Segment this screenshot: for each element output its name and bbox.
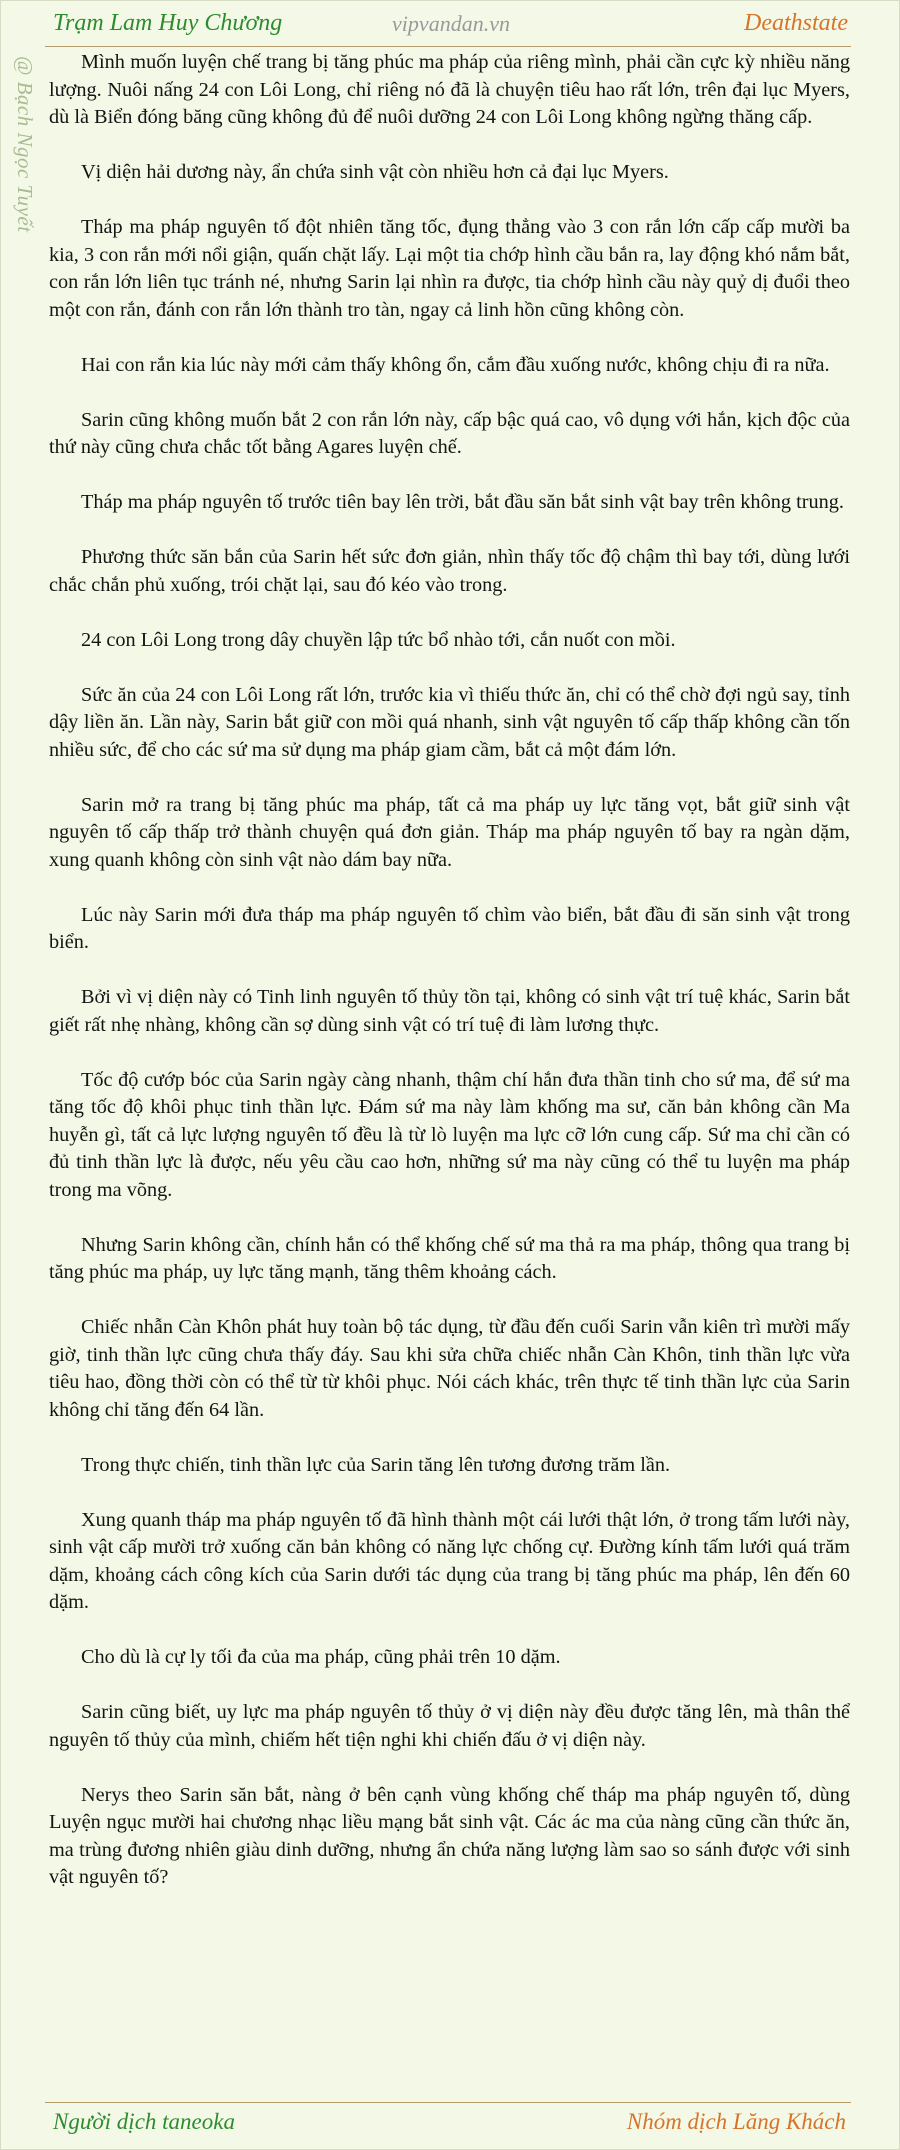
paragraph: Nhưng Sarin không cần, chính hắn có thể khống chế sứ ma thả ra ma pháp, thông qua trang bị tăng phúc ma pháp, uy lực tăng mạnh, tăng thêm khoảng cách. <box>49 1233 850 1283</box>
paragraph: Tốc độ cướp bóc của Sarin ngày càng nhanh, thậm chí hắn đưa thần tinh cho sứ ma, để sứ ma tăng tốc độ khôi phục tinh thần lực. Đám sứ ma này làm khống ma sư, căn bản không cần Ma huyễn gì, tất cả lực lượng nguyên tố đều là từ lò luyện ma lực cỡ lớn cung cấp. Sứ ma chỉ cần có đủ tinh thần lực là được, nếu yêu cầu cao hơn, những sứ ma này cũng có thể tu luyện ma pháp trong ma võng. <box>49 1068 850 1201</box>
footer-translator: Người dịch taneoka <box>53 2109 235 2134</box>
paragraph: Lúc này Sarin mới đưa tháp ma pháp nguyên tố chìm vào biển, bắt đầu đi săn sinh vật trong biển. <box>49 903 850 953</box>
header-site-name: Trạm Lam Huy Chương <box>53 10 283 36</box>
paragraph: Tháp ma pháp nguyên tố đột nhiên tăng tốc, đụng thẳng vào 3 con rắn lớn cấp cấp mười ba kia, 3 con rắn mới nổi giận, quấn chặt lấy. Lại một tia chớp hình cầu bắn ra, lay động khó nắm bắt, con rắn lớn liên tục tránh né, nhưng Sarin lại nhìn ra được, tia chớp hình cầu này quỷ dị đuổi theo một con rắn, đánh con rắn lớn thành tro tàn, ngay cả linh hồn cũng không còn. <box>49 216 850 321</box>
paragraph: Cho dù là cự ly tối đa của ma pháp, cũng phải trên 10 dặm. <box>81 1646 561 1668</box>
paragraph: Xung quanh tháp ma pháp nguyên tố đã hình thành một cái lưới thật lớn, ở trong tấm lưới này, sinh vật cấp mười trở xuống căn bản không có năng lực chống cự. Đường kính tấm lưới quá trăm dặm, khoảng cách công kích của Sarin dưới tác dụng của trang bị tăng phúc ma pháp, lên đến 60 dặm. <box>49 1508 850 1613</box>
footer-divider <box>45 2102 851 2103</box>
page-header <box>1 1 900 47</box>
paragraph: Vị diện hải dương này, ẩn chứa sinh vật còn nhiều hơn cả đại lục Myers. <box>81 161 669 183</box>
paragraph: Sarin cũng không muốn bắt 2 con rắn lớn này, cấp bậc quá cao, vô dụng với hắn, kịch độc của thứ này cũng chưa chắc tốt bằng Agares luyện chế. <box>49 408 850 458</box>
paragraph: Mình muốn luyện chế trang bị tăng phúc ma pháp của riêng mình, phải cần cực kỳ nhiều năng lượng. Nuôi nấng 24 con Lôi Long, chỉ riêng nó đã là chuyện tiêu hao rất lớn, trên đại lục Myers, dù là Biển đóng băng cũng không đủ để nuôi dưỡng 24 con Lôi Long không ngừng thăng cấp. <box>49 51 850 128</box>
side-watermark: @ Bạch Ngọc Tuyết <box>13 56 37 233</box>
paragraph: Sarin mở ra trang bị tăng phúc ma pháp, tất cả ma pháp uy lực tăng vọt, bắt giữ sinh vật nguyên tố cấp thấp trở thành chuyện quá đơn giản. Tháp ma pháp nguyên tố bay ra ngàn dặm, xung quanh không còn sinh vật nào dám bay nữa. <box>49 793 850 871</box>
footer-group: Nhóm dịch Lăng Khách <box>626 2109 846 2134</box>
paragraph: Sức ăn của 24 con Lôi Long rất lớn, trước kia vì thiếu thức ăn, chỉ có thể chờ đợi ngủ say, tỉnh dậy liền ăn. Lần này, Sarin bắt giữ con mồi quá nhanh, sinh vật nguyên tố cấp thấp không cần tốn nhiều sức, để cho các sứ ma sử dụng ma pháp giam cầm, bắt cả một đám lớn. <box>49 683 850 761</box>
paragraph: Nerys theo Sarin săn bắt, nàng ở bên cạnh vùng khống chế tháp ma pháp nguyên tố, dùng Luyện ngục mười hai chương nhạc liều mạng bắt sinh vật. Các ác ma của nàng cũng cần thức ăn, ma trùng đương nhiên giàu dinh dưỡng, nhưng ẩn chứa năng lượng làm sao so sánh được với sinh vật nguyên tố? <box>49 1783 850 1888</box>
header-divider <box>45 46 851 47</box>
paragraph: Chiếc nhẫn Càn Khôn phát huy toàn bộ tác dụng, từ đầu đến cuối Sarin vẫn kiên trì mười mấy giờ, tinh thần lực cũng chưa thấy đáy. Sau khi sửa chữa chiếc nhẫn Càn Khôn, tinh thần lực vừa tiêu hao, đồng thời còn có thể từ từ khôi phục. Nói cách khác, trên thực tế tinh thần lực của Sarin không chỉ tăng đến 64 lần. <box>49 1316 850 1421</box>
paragraph: 24 con Lôi Long trong dây chuyền lập tức bổ nhào tới, cắn nuốt con mồi. <box>81 628 676 651</box>
header-author: Deathstate <box>744 10 848 36</box>
paragraph: Trong thực chiến, tinh thần lực của Sarin tăng lên tương đương trăm lần. <box>81 1453 671 1476</box>
paragraph: Hai con rắn kia lúc này mới cảm thấy không ổn, cắm đầu xuống nước, không chịu đi ra nữa. <box>81 353 830 376</box>
paragraph: Bởi vì vị diện này có Tinh linh nguyên tố thủy tồn tại, không có sinh vật trí tuệ khác, Sarin bắt giết rất nhẹ nhàng, không cần sợ dùng sinh vật có trí tuệ đi làm lương thực. <box>49 986 850 1036</box>
paragraph: Sarin cũng biết, uy lực ma pháp nguyên tố thủy ở vị diện này đều được tăng lên, mà thân thể nguyên tố thủy của mình, chiếm hết tiện nghi khi chiến đấu ở vị diện này. <box>49 1701 850 1751</box>
paragraph: Phương thức săn bắn của Sarin hết sức đơn giản, nhìn thấy tốc độ chậm thì bay tới, dùng lưới chắc chắn phủ xuống, trói chặt lại, sau đó kéo vào trong. <box>49 546 850 596</box>
paragraph: Tháp ma pháp nguyên tố trước tiên bay lên trời, bắt đầu săn bắt sinh vật bay trên không trung. <box>81 491 844 513</box>
chapter-body <box>49 49 850 1919</box>
header-url: vipvandan.vn <box>392 11 510 36</box>
